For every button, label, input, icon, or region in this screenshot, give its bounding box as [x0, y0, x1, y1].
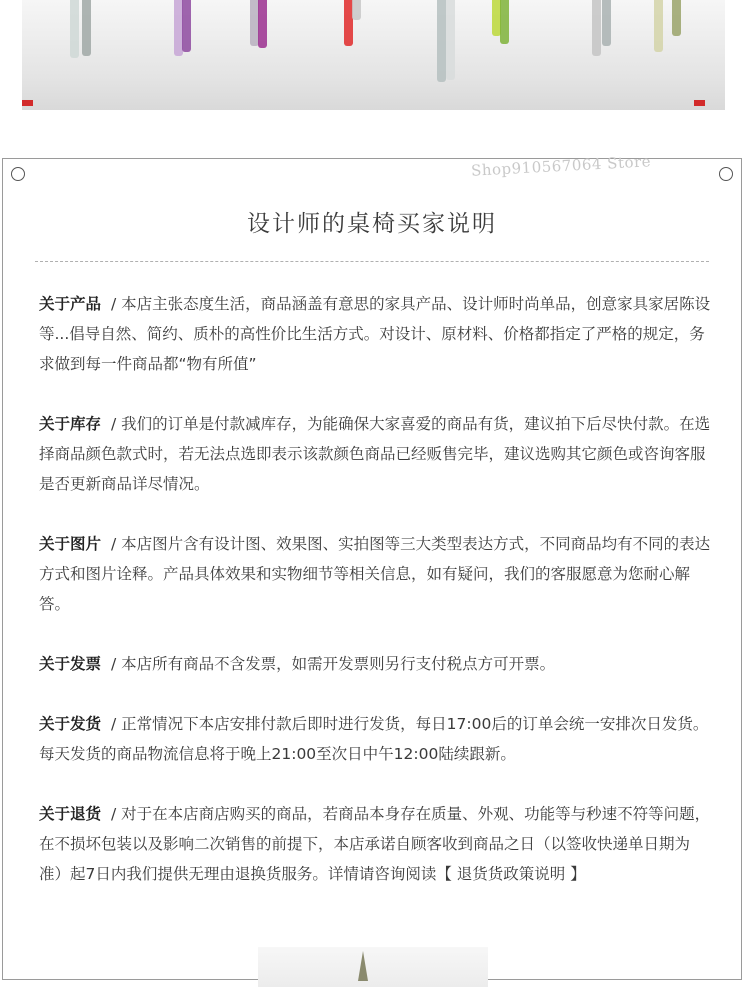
- notice-section: [39, 709, 711, 769]
- dashed-divider: [35, 261, 709, 262]
- chair-leg: [672, 0, 681, 36]
- product-photo: [22, 0, 725, 110]
- section-body: / 我们的订单是付款减库存，为能确保大家喜爱的商品有货，建议拍下后尽快付款。在选择商品颜色款式时，若无法点选即表示该款颜色商品已经贩售完毕，建议选购其它颜色或咨询客服是否更新商品详尽情况。: [39, 415, 711, 493]
- chair-leg: [82, 0, 91, 56]
- section-heading: 关于图片: [39, 535, 102, 553]
- notice-section: [39, 649, 711, 679]
- store-watermark: Shop910567064 Store: [470, 152, 652, 180]
- bottom-product-image: [258, 947, 488, 987]
- notice-section: [39, 409, 711, 499]
- notice-section: [39, 529, 711, 619]
- chair-leg: [352, 0, 361, 20]
- chair-leg: [602, 0, 611, 46]
- chair-leg: [182, 0, 191, 52]
- notice-section: [39, 799, 711, 889]
- section-heading: 关于发货: [39, 715, 102, 733]
- notice-sections: [39, 289, 711, 919]
- corner-logo-mark: [694, 100, 705, 106]
- chair-leg: [446, 0, 455, 80]
- corner-logo-mark: [22, 100, 33, 106]
- section-heading: 关于库存: [39, 415, 102, 433]
- section-heading: 关于发票: [39, 655, 102, 673]
- section-body: / 本店所有商品不含发票，如需开发票则另行支付税点方可开票。: [111, 655, 556, 673]
- section-body: / 本店主张态度生活，商品涵盖有意思的家具产品、设计师时尚单品，创意家具家居陈设等...倡导自然、简约、质朴的高性价比生活方式。对设计、原材料、价格都指定了严格的规定，务求做到每一件商品都“物有所值”: [39, 295, 711, 373]
- section-heading: 关于产品: [39, 295, 102, 313]
- page-title: 设计师的桌椅买家说明: [247, 211, 497, 237]
- section-heading: 关于退货: [39, 805, 102, 823]
- chair-leg: [500, 0, 509, 44]
- notice-section: [39, 289, 711, 379]
- chair-leg: [654, 0, 663, 52]
- chair-leg: [258, 0, 267, 48]
- buyer-notice-panel: [2, 152, 742, 980]
- section-body: / 正常情况下本店安排付款后即时进行发货，每日17:00后的订单会统一安排次日发货。每天发货的商品物流信息将于晚上21:00至次日中午12:00陆续跟新。: [39, 715, 709, 763]
- chair-leg: [437, 0, 446, 82]
- section-body: / 对于在本店商店购买的商品，若商品本身存在质量、外观、功能等与秒速不符等问题，在不损坏包装以及影响二次销售的前提下，本店承诺自顾客收到商品之日（以签收快递单日期为准）起7日内我们提供无理由退换货服务。详情请咨询阅读【 退货货政策说明 】: [39, 805, 711, 883]
- hanging-hole-right: [719, 167, 733, 181]
- chair-leg: [592, 0, 601, 56]
- section-body: / 本店图片含有设计图、效果图、实拍图等三大类型表达方式，不同商品均有不同的表达方式和图片诠释。产品具体效果和实物细节等相关信息，如有疑问，我们的客服愿意为您耐心解答。: [39, 535, 711, 613]
- hanging-hole-left: [11, 167, 25, 181]
- chair-leg: [70, 0, 79, 58]
